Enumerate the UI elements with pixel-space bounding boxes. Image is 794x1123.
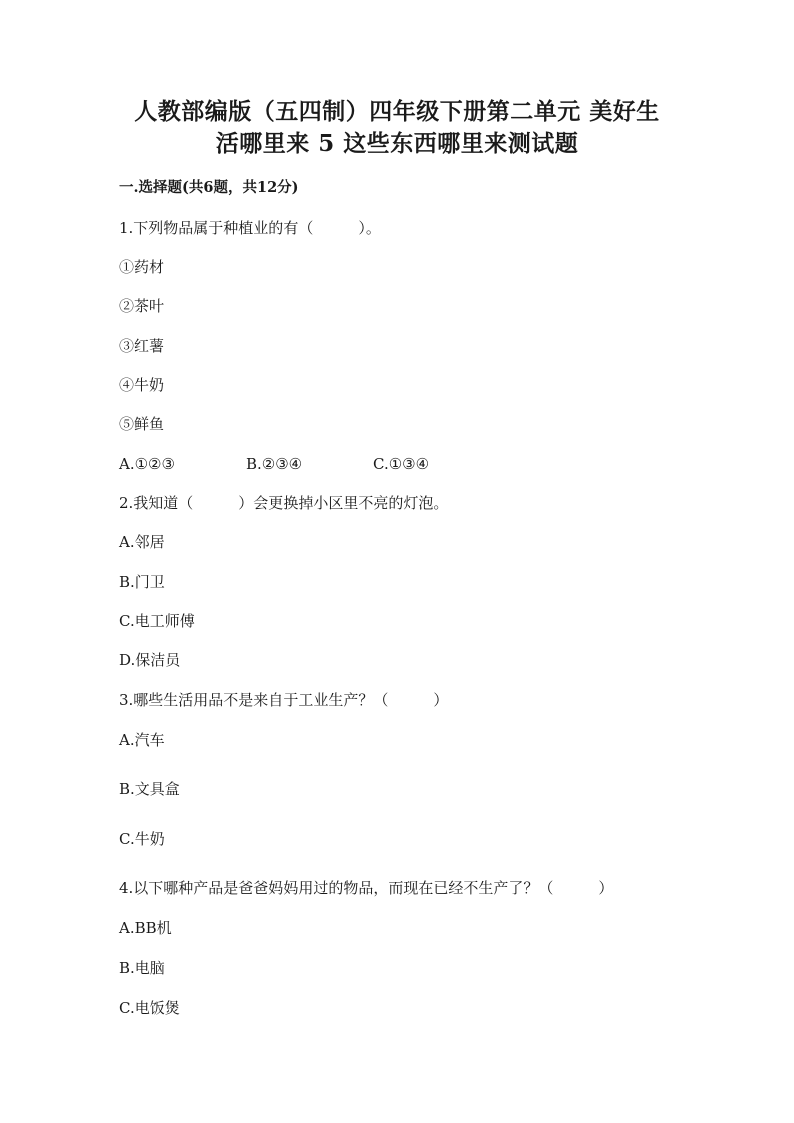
question-1-item: ⑤鲜鱼: [119, 415, 165, 433]
question-2-stem: 2.我知道（ ）会更换掉小区里不亮的灯泡。: [119, 494, 449, 512]
question-4-stem: 4.以下哪种产品是爸爸妈妈用过的物品，而现在已经不生产了？（ ）: [119, 879, 614, 897]
question-4-option-b: B.电脑: [119, 959, 165, 977]
question-3-option-b: B.文具盒: [119, 780, 180, 798]
document-title-line-2: 活哪里来 5 这些东西哪里来测试题: [215, 130, 579, 157]
question-4-option-a: A.BB机: [119, 919, 172, 937]
question-2-option-b: B.门卫: [119, 573, 165, 591]
question-1-option-a: A.①②③: [119, 455, 175, 473]
question-3-option-a: A.汽车: [119, 731, 165, 749]
question-4-option-c: C.电饭煲: [119, 999, 180, 1017]
question-1-stem: 1.下列物品属于种植业的有（ ）。: [119, 219, 381, 237]
question-3-stem: 3.哪些生活用品不是来自于工业生产？（ ）: [119, 691, 449, 709]
question-1-option-b: B.②③④: [246, 455, 303, 473]
question-3-option-c: C.牛奶: [119, 830, 165, 848]
question-1-option-c: C.①③④: [373, 455, 430, 473]
question-1-item: ③红薯: [119, 337, 165, 355]
question-1-item: ④牛奶: [119, 376, 165, 394]
question-1-item: ②茶叶: [119, 297, 165, 315]
section-heading: 一.选择题(共6题，共12分): [119, 179, 299, 196]
question-2-option-a: A.邻居: [119, 533, 165, 551]
document-title-line-1: 人教部编版（五四制）四年级下册第二单元 美好生: [134, 98, 660, 125]
question-2-option-d: D.保洁员: [119, 651, 181, 669]
question-2-option-c: C.电工师傅: [119, 612, 195, 630]
question-1-item: ①药材: [119, 258, 165, 276]
